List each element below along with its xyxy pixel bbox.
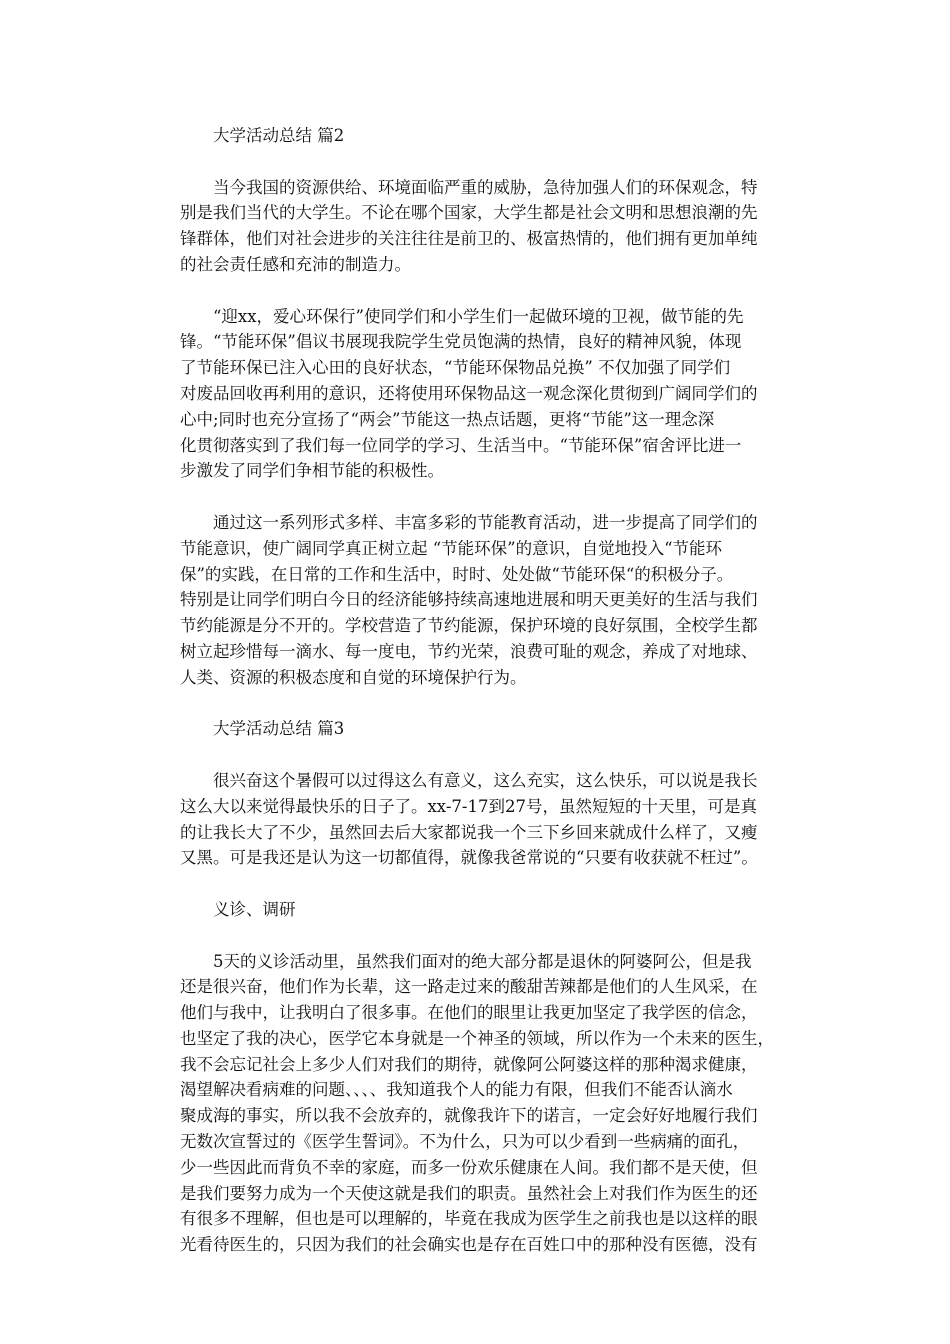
text-line: 的让我长大了不少，虽然回去后大家都说我一个三下乡回来就成什么样了，又瘦 [180,822,758,842]
text-line: 当今我国的资源供给、环境面临严重的威胁，急待加强人们的环保观念，特 [180,177,758,197]
text-line: 锋群体，他们对社会进步的关注往往是前卫的、极富热情的，他们拥有更加单纯 [180,229,758,249]
section-heading-3: 大学活动总结 篇3 [180,719,345,739]
paragraph-2-1 [180,175,780,278]
text-line: “迎xx，爱心环保行”使同学们和小学生们一起做环境的卫视，做节能的先 [180,306,744,326]
paragraph-2-3 [180,510,780,691]
blank-line [180,923,780,949]
paragraph-3-2 [180,949,780,1259]
blank-line [180,278,780,304]
text-line: 少一些因此而背负不幸的家庭，而多一份欢乐健康在人间。我们都不是天使，但 [180,1157,758,1177]
text-line: 又黑。可是我还是认为这一切都值得，就像我爸常说的“只要有收获就不枉过”。 [180,848,758,868]
text-line: 也坚定了我的决心，医学它本身就是一个神圣的领域，所以作为一个未来的医生， [180,1028,774,1048]
text-line: 聚成海的事实，所以我不会放弃的，就像我许下的诺言，一定会好好地履行我们 [180,1106,758,1126]
text-line: 是我们要努力成为一个天使这就是我们的职责。虽然社会上对我们作为医生的还 [180,1183,758,1203]
text-line: 别是我们当代的大学生。不论在哪个国家，大学生都是社会文明和思想浪潮的先 [180,203,758,223]
text-line: 我不会忘记社会上多少人们对我们的期待，就像阿公阿婆这样的那种渴求健康， [180,1054,758,1074]
text-line: 化贯彻落实到了我们每一位同学的学习、生活当中。“节能环保”宿舍评比进一 [180,435,742,455]
text-line: 节约能源是分不开的。学校营造了节约能源，保护环境的良好氛围，全校学生都 [180,616,758,636]
text-line: 这么大以来觉得最快乐的日子了。xx-7-17到27号，虽然短短的十天里，可是真 [180,796,757,816]
text-line: 对废品回收再利用的意识，还将使用环保物品这一观念深化贯彻到广阔同学们的 [180,383,758,403]
text-line: 通过这一系列形式多样、丰富多彩的节能教育活动，进一步提高了同学们的 [180,512,758,532]
text-line: 树立起珍惜每一滴水、每一度电，节约光荣，浪费可耻的观念，养成了对地球、 [180,641,758,661]
text-line: 很兴奋这个暑假可以过得这么有意义，这么充实，这么快乐，可以说是我长 [180,770,758,790]
text-line: 5天的义诊活动里，虽然我们面对的绝大部分都是退休的阿婆阿公，但是我 [180,951,752,971]
text-line: 渴望解决看病难的问题、、、、我知道我个人的能力有限，但我们不能否认滴水 [180,1080,733,1100]
blank-line [180,871,780,897]
section-heading-2: 大学活动总结 篇2 [180,126,345,145]
blank-line [180,691,780,717]
blank-line [180,742,780,768]
text-line: 心中;同时也充分宣扬了“两会”节能这一热点话题，更将“节能”这一理念深 [180,409,715,429]
subheading-yizhen-diaoyan: 义诊、调研 [180,899,296,919]
text-line: 节能意识，使广阔同学真正树立起 “节能环保”的意识，自觉地投入“节能环 [180,538,723,558]
blank-line [180,149,780,175]
text-line: 有很多不理解，但也是可以理解的，毕竟在我成为医学生之前我也是以这样的眼 [180,1209,758,1229]
document-body [180,123,780,1258]
text-line: 还是很兴奋，他们作为长辈，这一路走过来的酸甜苦辣都是他们的人生风采，在 [180,977,758,997]
text-line: 无数次宣誓过的《医学生誓词》。不为什么，只为可以少看到一些病痛的面孔， [180,1132,750,1152]
paragraph-2-2 [180,304,780,485]
text-line: 锋。“节能环保”倡议书展现我院学生党员饱满的热情，良好的精神风貌，体现 [180,332,742,352]
text-line: 了节能环保已注入心田的良好状态，“节能环保物品兑换” 不仅加强了同学们 [180,358,731,378]
text-line: 的社会责任感和充沛的制造力。 [180,254,411,274]
paragraph-3-1 [180,768,780,871]
text-line: 步激发了同学们争相节能的积极性。 [180,461,444,481]
blank-line [180,484,780,510]
text-line: 光看待医生的，只因为我们的社会确实也是存在百姓口中的那种没有医德，没有 [180,1235,758,1255]
text-line: 保”的实践，在日常的工作和生活中，时时、处处做“节能环保“的积极分子。 [180,564,734,584]
text-line: 特别是让同学们明白今日的经济能够持续高速地进展和明天更美好的生活与我们 [180,590,758,610]
text-line: 人类、资源的积极态度和自觉的环境保护行为。 [180,667,527,687]
text-line: 他们与我中，让我明白了很多事。在他们的眼里让我更加坚定了我学医的信念， [180,1003,758,1023]
